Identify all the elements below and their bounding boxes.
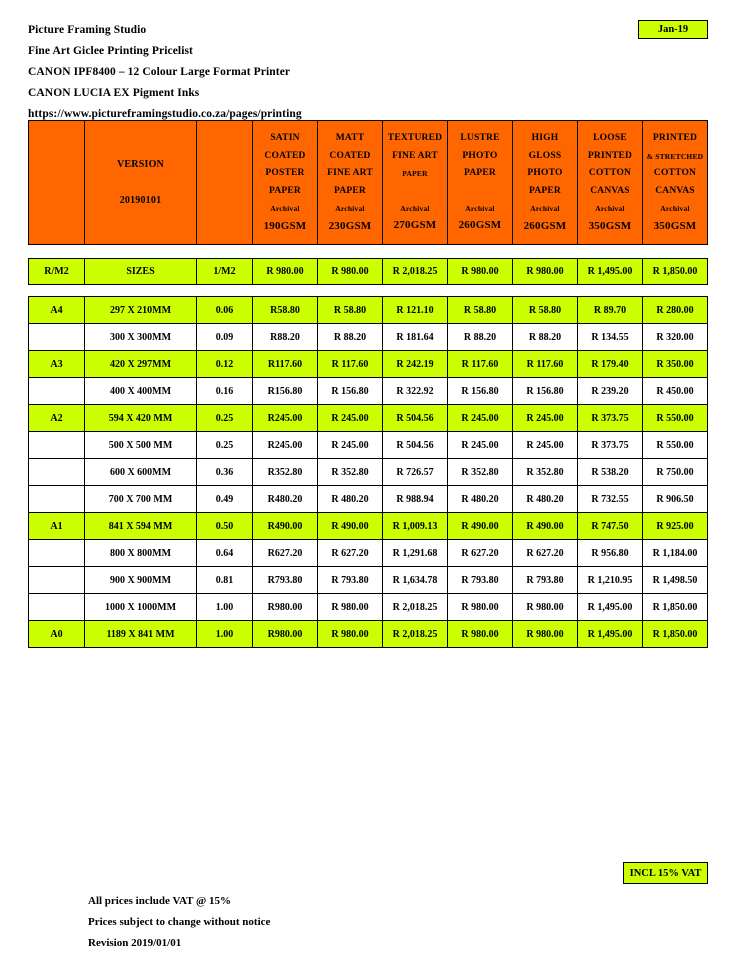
col0-line3: PAPER <box>269 185 301 196</box>
col0-gsm: 190GSM <box>263 219 307 232</box>
rate-per-m2: 1/M2 <box>197 259 253 285</box>
row-price-0: R352.80 <box>253 459 318 486</box>
row-price-4: R 58.80 <box>513 297 578 324</box>
row-price-6: R 550.00 <box>643 405 708 432</box>
company-name: Picture Framing Studio <box>28 24 147 36</box>
col6-line0: PRINTED <box>652 133 698 143</box>
header-cell-blank-left <box>29 121 85 245</box>
row-m2: 0.16 <box>197 378 253 405</box>
row-code <box>29 567 85 594</box>
row-price-1: R 245.00 <box>318 405 383 432</box>
col4-archival: Archival <box>530 204 560 213</box>
col6-line2: COTTON <box>653 168 697 178</box>
col5-line1: PRINTED <box>587 150 633 161</box>
row-price-4: R 793.80 <box>513 567 578 594</box>
table-row <box>29 324 708 351</box>
row-price-3: R 490.00 <box>448 513 513 540</box>
col3-line1: PHOTO <box>462 150 498 161</box>
row-price-3: R 480.20 <box>448 486 513 513</box>
row-price-5: R 538.20 <box>578 459 643 486</box>
row-price-2: R 322.92 <box>383 378 448 405</box>
row-size: 420 X 297MM <box>85 351 197 378</box>
row-m2: 0.25 <box>197 432 253 459</box>
row-price-6: R 450.00 <box>643 378 708 405</box>
row-price-4: R 245.00 <box>513 405 578 432</box>
table-row <box>29 594 708 621</box>
row-price-3: R 245.00 <box>448 432 513 459</box>
header-cell-blank-m2 <box>197 121 253 245</box>
row-price-0: R490.00 <box>253 513 318 540</box>
row-size: 300 X 300MM <box>85 324 197 351</box>
row-code <box>29 324 85 351</box>
row-code <box>29 459 85 486</box>
col2-gsm: 270GSM <box>393 219 437 232</box>
row-size: 800 X 800MM <box>85 540 197 567</box>
row-code: A2 <box>29 405 85 432</box>
row-price-5: R 1,495.00 <box>578 621 643 648</box>
col2-line1: FINE ART <box>392 150 438 161</box>
row-price-6: R 550.00 <box>643 432 708 459</box>
table-row <box>29 513 708 540</box>
rate-price-1: R 980.00 <box>318 259 383 285</box>
header-cell-loose-printed-cotton-canvas <box>578 121 643 245</box>
rate-price-0: R 980.00 <box>253 259 318 285</box>
row-price-0: R480.20 <box>253 486 318 513</box>
row-price-2: R 2,018.25 <box>383 621 448 648</box>
row-price-6: R 1,184.00 <box>643 540 708 567</box>
row-price-1: R 480.20 <box>318 486 383 513</box>
row-price-3: R 88.20 <box>448 324 513 351</box>
col4-line0: HIGH <box>531 133 559 143</box>
col5-line3: CANVAS <box>590 185 630 196</box>
row-price-0: R980.00 <box>253 621 318 648</box>
col4-line3: PAPER <box>529 185 561 196</box>
row-code <box>29 594 85 621</box>
col6-gsm: 350GSM <box>653 219 697 232</box>
row-price-0: R117.60 <box>253 351 318 378</box>
row-size: 1000 X 1000MM <box>85 594 197 621</box>
row-size: 1189 X 841 MM <box>85 621 197 648</box>
row-price-0: R245.00 <box>253 405 318 432</box>
document-title: Fine Art Giclee Printing Pricelist <box>28 45 193 57</box>
row-size: 400 X 400MM <box>85 378 197 405</box>
row-price-4: R 88.20 <box>513 324 578 351</box>
row-price-0: R793.80 <box>253 567 318 594</box>
table-header-row <box>29 121 708 245</box>
row-price-1: R 980.00 <box>318 594 383 621</box>
row-code: A3 <box>29 351 85 378</box>
col1-line3: PAPER <box>334 185 366 196</box>
printer-model: CANON IPF8400 – 12 Colour Large Format Printer <box>28 66 291 78</box>
date-badge: Jan-19 <box>638 20 708 39</box>
row-price-2: R 121.10 <box>383 297 448 324</box>
col6-line1: & STRETCHED <box>646 151 704 161</box>
col2-line0: TEXTURED <box>387 133 443 144</box>
col4-line2: PHOTO <box>527 168 563 178</box>
row-price-5: R 956.80 <box>578 540 643 567</box>
col1-line2: FINE ART <box>327 168 373 178</box>
rate-price-2: R 2,018.25 <box>383 259 448 285</box>
row-price-1: R 117.60 <box>318 351 383 378</box>
row-m2: 0.25 <box>197 405 253 432</box>
row-price-2: R 1,009.13 <box>383 513 448 540</box>
footer-price-change-note: Prices subject to change without notice <box>88 916 271 928</box>
row-m2: 0.50 <box>197 513 253 540</box>
row-price-1: R 627.20 <box>318 540 383 567</box>
row-code <box>29 432 85 459</box>
col1-archival: Archival <box>335 204 365 213</box>
row-price-4: R 245.00 <box>513 432 578 459</box>
rate-price-6: R 1,850.00 <box>643 259 708 285</box>
row-price-2: R 726.57 <box>383 459 448 486</box>
col5-line2: COTTON <box>588 168 632 178</box>
row-size: 297 X 210MM <box>85 297 197 324</box>
row-price-2: R 504.56 <box>383 432 448 459</box>
row-price-4: R 352.80 <box>513 459 578 486</box>
document-header <box>28 20 302 125</box>
col3-gsm: 260GSM <box>458 219 502 232</box>
row-price-0: R58.80 <box>253 297 318 324</box>
row-m2: 0.36 <box>197 459 253 486</box>
row-price-5: R 1,495.00 <box>578 594 643 621</box>
header-cell-textured-fine-art-paper <box>383 121 448 245</box>
row-price-0: R627.20 <box>253 540 318 567</box>
col1-line1: COATED <box>329 150 371 161</box>
col6-archival: Archival <box>660 204 690 213</box>
row-price-6: R 320.00 <box>643 324 708 351</box>
website-url[interactable]: https://www.pictureframingstudio.co.za/pages/printing <box>28 108 302 120</box>
row-price-1: R 490.00 <box>318 513 383 540</box>
table-row <box>29 432 708 459</box>
col4-gsm: 260GSM <box>523 219 567 232</box>
row-price-2: R 1,634.78 <box>383 567 448 594</box>
row-price-3: R 980.00 <box>448 621 513 648</box>
row-price-5: R 89.70 <box>578 297 643 324</box>
row-price-0: R156.80 <box>253 378 318 405</box>
row-price-4: R 117.60 <box>513 351 578 378</box>
rate-code: R/M2 <box>29 259 85 285</box>
rate-price-3: R 980.00 <box>448 259 513 285</box>
col1-gsm: 230GSM <box>328 219 372 232</box>
header-cell-version <box>85 121 197 245</box>
header-cell-lustre-photo-paper <box>448 121 513 245</box>
table-row <box>29 297 708 324</box>
spacer-row <box>29 285 708 297</box>
col3-line2: PAPER <box>464 168 496 179</box>
row-price-0: R245.00 <box>253 432 318 459</box>
row-m2: 1.00 <box>197 594 253 621</box>
row-price-5: R 373.75 <box>578 405 643 432</box>
footer-revision: Revision 2019/01/01 <box>88 937 182 949</box>
row-price-2: R 242.19 <box>383 351 448 378</box>
row-m2: 0.12 <box>197 351 253 378</box>
row-size: 841 X 594 MM <box>85 513 197 540</box>
row-price-1: R 793.80 <box>318 567 383 594</box>
row-code <box>29 486 85 513</box>
price-table <box>28 120 708 648</box>
version-number: 20190101 <box>119 194 162 206</box>
row-m2: 0.06 <box>197 297 253 324</box>
spacer-row <box>29 245 708 259</box>
row-price-3: R 793.80 <box>448 567 513 594</box>
row-m2: 0.64 <box>197 540 253 567</box>
row-price-6: R 1,498.50 <box>643 567 708 594</box>
row-price-4: R 480.20 <box>513 486 578 513</box>
row-price-1: R 245.00 <box>318 432 383 459</box>
table-row <box>29 351 708 378</box>
row-price-1: R 88.20 <box>318 324 383 351</box>
row-price-2: R 181.64 <box>383 324 448 351</box>
row-price-5: R 373.75 <box>578 432 643 459</box>
row-price-6: R 906.50 <box>643 486 708 513</box>
row-price-4: R 627.20 <box>513 540 578 567</box>
row-price-1: R 156.80 <box>318 378 383 405</box>
row-price-3: R 245.00 <box>448 405 513 432</box>
col0-line2: POSTER <box>265 168 305 178</box>
row-price-4: R 980.00 <box>513 594 578 621</box>
rate-price-5: R 1,495.00 <box>578 259 643 285</box>
row-m2: 0.09 <box>197 324 253 351</box>
header-cell-matt-coated-fine-art-paper <box>318 121 383 245</box>
header-cell-printed-stretched-cotton-canvas <box>643 121 708 245</box>
table-row <box>29 567 708 594</box>
row-price-1: R 352.80 <box>318 459 383 486</box>
row-price-6: R 350.00 <box>643 351 708 378</box>
row-price-3: R 58.80 <box>448 297 513 324</box>
row-code: A4 <box>29 297 85 324</box>
row-price-3: R 627.20 <box>448 540 513 567</box>
col1-line0: MATT <box>335 133 365 143</box>
col5-line0: LOOSE <box>593 133 627 143</box>
table-row <box>29 621 708 648</box>
row-price-5: R 134.55 <box>578 324 643 351</box>
col0-archival: Archival <box>270 204 300 213</box>
col5-gsm: 350GSM <box>588 219 632 232</box>
col4-line1: GLOSS <box>528 150 562 161</box>
row-price-6: R 280.00 <box>643 297 708 324</box>
table-row <box>29 486 708 513</box>
row-price-0: R980.00 <box>253 594 318 621</box>
row-price-1: R 980.00 <box>318 621 383 648</box>
header-cell-high-gloss-photo-paper <box>513 121 578 245</box>
row-price-5: R 1,210.95 <box>578 567 643 594</box>
rate-price-4: R 980.00 <box>513 259 578 285</box>
version-label: VERSION <box>117 159 164 170</box>
row-size: 900 X 900MM <box>85 567 197 594</box>
row-code <box>29 540 85 567</box>
rate-row <box>29 259 708 285</box>
col2-archival: Archival <box>400 203 430 213</box>
row-price-2: R 2,018.25 <box>383 594 448 621</box>
row-price-4: R 980.00 <box>513 621 578 648</box>
document-footer <box>88 891 270 954</box>
row-price-4: R 490.00 <box>513 513 578 540</box>
footer-vat-note: All prices include VAT @ 15% <box>88 895 231 907</box>
row-price-5: R 179.40 <box>578 351 643 378</box>
row-price-3: R 352.80 <box>448 459 513 486</box>
col0-line1: COATED <box>264 150 306 161</box>
row-price-5: R 732.55 <box>578 486 643 513</box>
row-price-6: R 925.00 <box>643 513 708 540</box>
table-row <box>29 459 708 486</box>
row-price-5: R 747.50 <box>578 513 643 540</box>
row-price-1: R 58.80 <box>318 297 383 324</box>
col3-line0: LUSTRE <box>460 133 500 144</box>
table-row <box>29 540 708 567</box>
row-code: A1 <box>29 513 85 540</box>
col2-line2: PAPER <box>402 169 428 179</box>
row-size: 594 X 420 MM <box>85 405 197 432</box>
row-m2: 1.00 <box>197 621 253 648</box>
row-price-3: R 117.60 <box>448 351 513 378</box>
row-size: 500 X 500 MM <box>85 432 197 459</box>
row-price-5: R 239.20 <box>578 378 643 405</box>
row-price-3: R 980.00 <box>448 594 513 621</box>
row-code <box>29 378 85 405</box>
header-cell-satin-coated-poster-paper <box>253 121 318 245</box>
vat-badge: INCL 15% VAT <box>623 862 708 884</box>
row-price-0: R88.20 <box>253 324 318 351</box>
row-price-2: R 504.56 <box>383 405 448 432</box>
col5-archival: Archival <box>595 204 625 213</box>
row-price-6: R 1,850.00 <box>643 594 708 621</box>
row-m2: 0.49 <box>197 486 253 513</box>
row-size: 600 X 600MM <box>85 459 197 486</box>
table-row <box>29 378 708 405</box>
row-price-3: R 156.80 <box>448 378 513 405</box>
ink-type: CANON LUCIA EX Pigment Inks <box>28 87 200 99</box>
row-price-2: R 988.94 <box>383 486 448 513</box>
row-price-6: R 1,850.00 <box>643 621 708 648</box>
row-code: A0 <box>29 621 85 648</box>
table-row <box>29 405 708 432</box>
row-price-4: R 156.80 <box>513 378 578 405</box>
row-m2: 0.81 <box>197 567 253 594</box>
rate-sizes-label: SIZES <box>85 259 197 285</box>
col0-line0: SATIN <box>270 133 300 143</box>
row-price-6: R 750.00 <box>643 459 708 486</box>
row-size: 700 X 700 MM <box>85 486 197 513</box>
col6-line3: CANVAS <box>655 185 695 196</box>
col3-archival: Archival <box>465 203 495 213</box>
row-price-2: R 1,291.68 <box>383 540 448 567</box>
